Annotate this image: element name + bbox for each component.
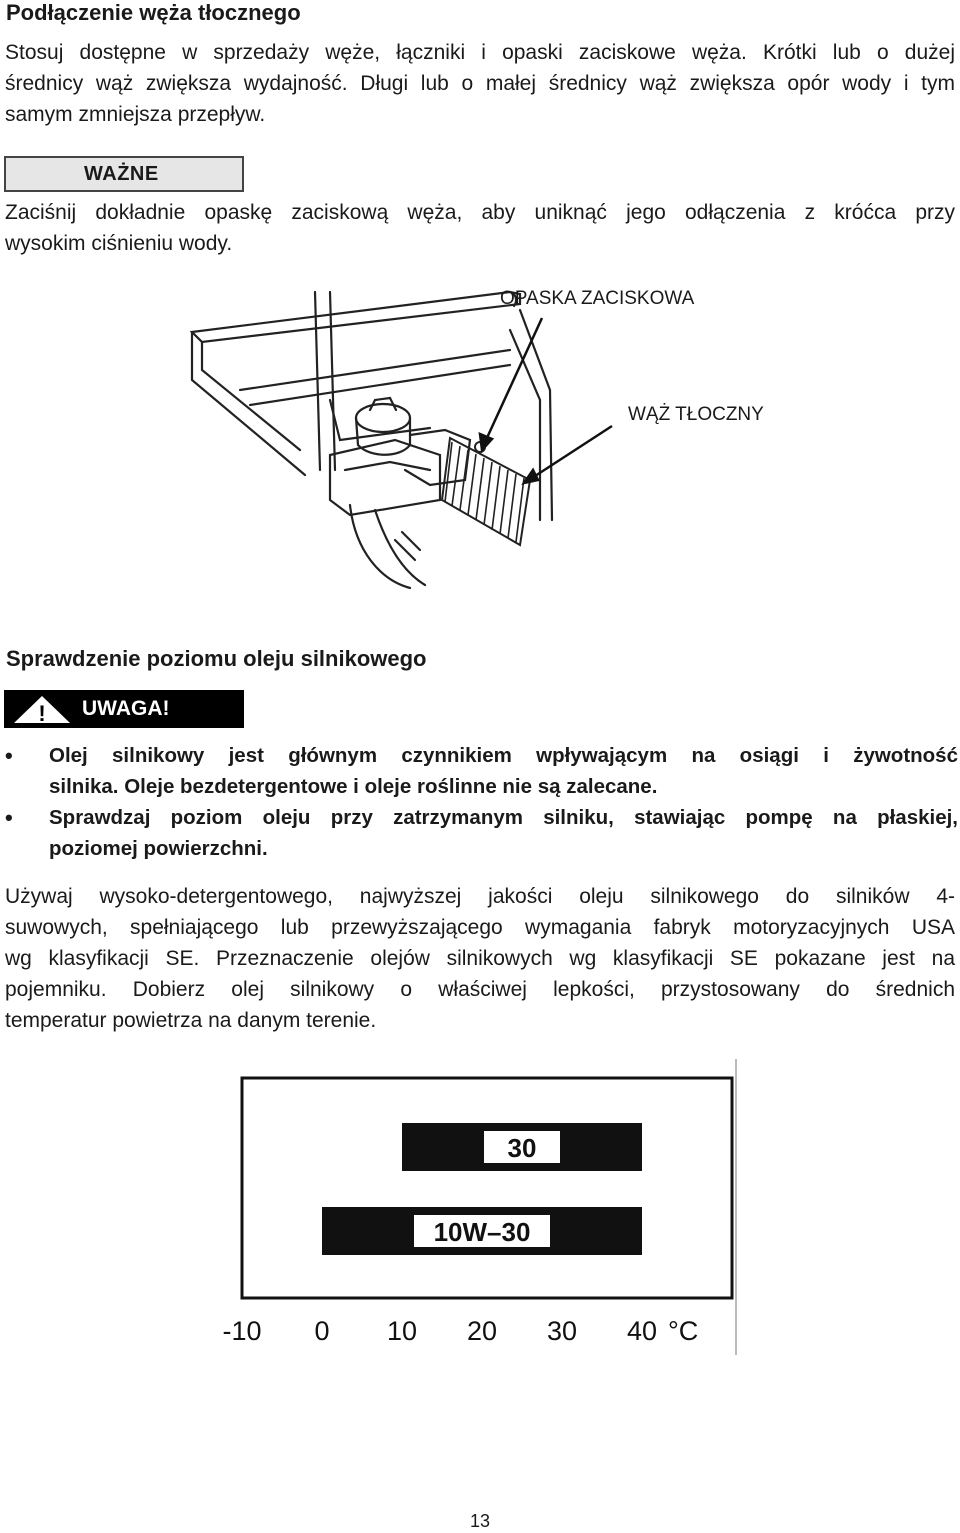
hose-coil (442, 438, 530, 545)
clamp-pointer-head (480, 434, 492, 450)
bullet-item (0, 802, 958, 864)
paragraph-oil (5, 881, 955, 1036)
paragraph-line: suwowych, spełniającego lub przewyższającego wymagania fabryk motoryzacyjnych USA (5, 916, 955, 939)
bullet-item (0, 740, 958, 802)
viscosity-label: 30 (507, 1133, 537, 1163)
warning-triangle-icon (12, 694, 72, 724)
x-tick-label: 0 (314, 1316, 330, 1346)
paragraph-line: pojemniku. Dobierz olej silnikowy o właściwej lepkości, przystosowany do średnich (5, 978, 955, 1001)
page-number: 13 (469, 1511, 491, 1531)
filler-cap (356, 404, 410, 432)
important-badge: WAŻNE (4, 156, 244, 192)
notice-line: Zaciśnij dokładnie opaskę zaciskową węża, aby uniknąć jego odłączenia z króćca przy (5, 201, 955, 224)
paragraph-hose (5, 37, 955, 130)
bullet-line: poziomej powierzchni. (49, 837, 268, 860)
x-unit-label: °C (668, 1316, 699, 1346)
warning-bullet-list (0, 740, 958, 864)
label-clamp: OPASKA ZACISKOWA (500, 288, 695, 309)
paragraph-line: wg klasyfikacji SE. Przeznaczenie olejów silnikowych wg klasyfikacji SE pokazane jest na (5, 947, 955, 970)
notice-text (5, 197, 955, 259)
warning-label: UWAGA! (82, 697, 170, 720)
hose-pointer-line (532, 426, 612, 478)
warning-symbol: ! (38, 701, 46, 724)
bullet-line: • Sprawdzaj poziom oleju przy zatrzymanym silniku, stawiając pompę na płaskiej, (49, 806, 958, 829)
clamp-pointer-line (486, 318, 542, 440)
warning-badge (4, 690, 244, 728)
paragraph-line: średnicy wąż zwiększa wydajność. Długi lub o małej średnicy wąż zwiększa opór wody i tym (5, 72, 955, 95)
frame-tube-top (192, 292, 520, 342)
section-title-oil: Sprawdzenie poziomu oleju silnikowego (6, 646, 427, 671)
x-tick-label: 10 (386, 1316, 418, 1346)
x-tick-label: 20 (466, 1316, 498, 1346)
x-tick-label: -10 (222, 1316, 262, 1346)
chart-frame (242, 1078, 732, 1298)
x-tick-label: 40 (626, 1316, 658, 1346)
viscosity-label: 10W–30 (433, 1217, 531, 1247)
paragraph-line: Używaj wysoko-detergentowego, najwyższej jakości oleju silnikowego do silników 4- (5, 885, 955, 908)
x-tick-label: 30 (546, 1316, 578, 1346)
notice-line: wysokim ciśnieniu wody. (5, 232, 233, 255)
section-title-hose: Podłączenie węża tłocznego (6, 0, 301, 25)
pump-body (330, 440, 440, 515)
paragraph-line: samym zmniejsza przepływ. (5, 103, 266, 126)
pump-hose-illustration (180, 270, 800, 600)
bullet-line: • Olej silnikowy jest głównym czynnikiem wpływającym na osiągi i żywotność (49, 744, 958, 767)
paragraph-line: Stosuj dostępne w sprzedaży węże, łączniki i opaski zaciskowe węża. Krótki lub o dużej (5, 41, 955, 64)
paragraph-line: temperatur powietrza na danym terenie. (5, 1009, 377, 1032)
bullet-line: silnika. Oleje bezdetergentowe i oleje roślinne nie są zalecane. (49, 775, 658, 798)
viscosity-chart (200, 1055, 760, 1365)
hose-pointer-head (524, 470, 538, 483)
label-hose: WĄŻ TŁOCZNY (628, 404, 764, 425)
